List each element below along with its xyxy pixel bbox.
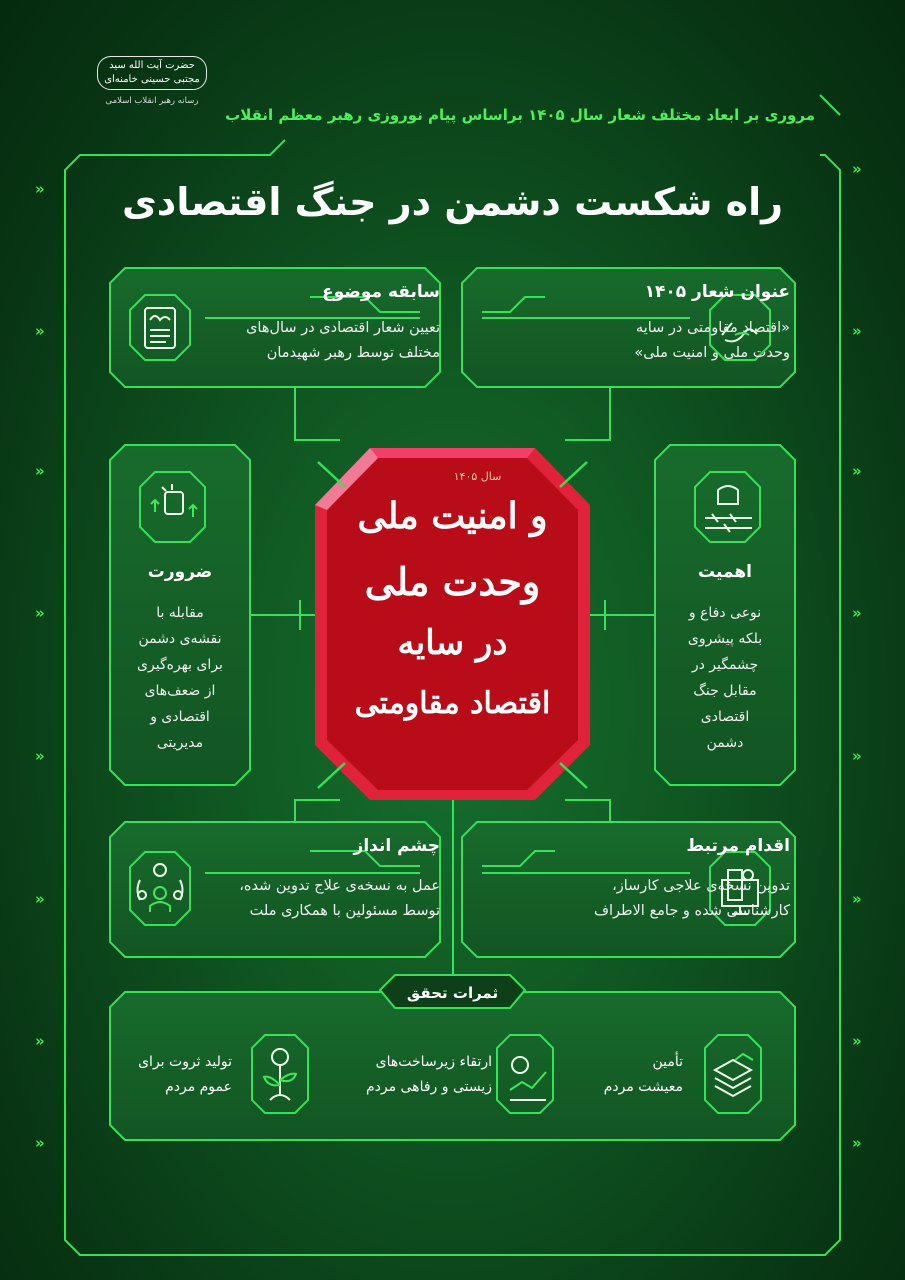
chevron-icon: »: [852, 890, 859, 908]
logo-caption: رسانه رهبر انقلاب اسلامی: [105, 96, 199, 106]
text-line: تعیین شعار اقتصادی در سال‌های: [246, 320, 440, 336]
year-tag: سال ۱۴۰۵: [453, 470, 502, 483]
chevron-icon: »: [852, 322, 859, 340]
chevron-icon: »: [35, 322, 42, 340]
chevron-icon: »: [35, 462, 42, 480]
chevron-icon: »: [852, 747, 859, 765]
result-item: [366, 1050, 492, 1100]
text-line: مختلف توسط رهبر شهیدمان: [266, 345, 440, 361]
text-line: نقشه‌ی دشمن: [138, 631, 222, 647]
chevron-icon: »: [35, 180, 42, 198]
box-text: [205, 316, 440, 366]
chevron-icon: »: [852, 1032, 859, 1050]
text-line: نوعی دفاع و: [688, 605, 762, 621]
box-title: سابقه موضوع: [322, 282, 440, 302]
text-line: معیشت مردم: [603, 1079, 683, 1095]
chevron-icon: »: [852, 160, 859, 178]
text-line: مقابل جنگ: [693, 683, 757, 699]
text-line: از ضعف‌های: [144, 683, 216, 699]
page-title: راه شکست دشمن در جنگ اقتصادی: [121, 180, 784, 224]
text-line: بلکه پیشروی: [687, 631, 763, 647]
chevron-icon: »: [35, 890, 42, 908]
vision-box: [205, 836, 440, 924]
box-title: ضرورت: [147, 562, 213, 582]
center-slogan: [330, 470, 575, 737]
page-subtitle: مروری بر ابعاد مختلف شعار سال ۱۴۰۵ براساس پیام نوروزی رهبر معظم انقلاب: [225, 106, 815, 124]
action-box: [575, 836, 790, 924]
box-title: عنوان شعار ۱۴۰۵: [644, 282, 790, 302]
text-line: عموم مردم: [165, 1079, 232, 1095]
box-text: [600, 316, 790, 366]
text-line: کارشناسی شده و جامع الاطراف: [593, 903, 790, 919]
text-line: چشمگیر در: [691, 657, 759, 673]
result-item: [138, 1050, 232, 1100]
text-line: وحدت ملی و امنیت ملی»: [634, 345, 790, 361]
text-line: برای بهره‌گیری: [137, 657, 223, 673]
chevron-icon: »: [35, 604, 42, 622]
background-box: [205, 282, 440, 366]
text-line: مقابله با: [156, 605, 204, 621]
text-line: زیستی و رفاهی مردم: [365, 1079, 492, 1095]
text-line: ارتقاء زیرساخت‌های: [375, 1054, 492, 1070]
text-line: مدیریتی: [156, 735, 204, 751]
text-line: عمل به نسخه‌ی علاج تدوین شده،: [239, 878, 440, 894]
text-line: توسط مسئولین با همکاری ملت: [249, 903, 440, 919]
text-line: تأمین: [652, 1054, 683, 1070]
importance-box: [655, 562, 795, 756]
chevron-icon: »: [852, 462, 859, 480]
logo-seal: حضرت آیت الله سید مجتبی حسینی خامنه‌ای: [97, 56, 207, 90]
slogan-line: اقتصاد مقاومتی: [354, 686, 551, 721]
results-label: ثمرات تحقق: [406, 984, 499, 1002]
necessity-box: [110, 562, 250, 756]
text-line: تدوین نسخه‌ی علاجی کارساز،: [612, 878, 790, 894]
text-line: دشمن: [706, 735, 744, 751]
chevron-icon: »: [35, 1032, 42, 1050]
text-line: اقتصادی و: [150, 709, 210, 725]
chevron-icon: »: [852, 1134, 859, 1152]
chevron-icon: »: [35, 1134, 42, 1152]
chevron-icon: »: [852, 604, 859, 622]
slogan-line: وحدت ملی: [364, 559, 541, 604]
result-item: [604, 1050, 683, 1100]
box-title: چشم انداز: [353, 836, 440, 856]
text-line: «اقتصاد مقاومتی در سایه: [635, 320, 790, 336]
box-title: اهمیت: [698, 562, 752, 582]
text-line: اقتصادی: [700, 709, 750, 725]
slogan-line: و امنیت ملی: [357, 495, 548, 537]
box-title: اقدام مرتبط: [686, 836, 790, 856]
chevron-icon: »: [35, 747, 42, 765]
slogan-box: [600, 282, 790, 366]
slogan-line: در سایه: [397, 623, 508, 663]
text-line: تولید ثروت برای: [138, 1054, 232, 1070]
